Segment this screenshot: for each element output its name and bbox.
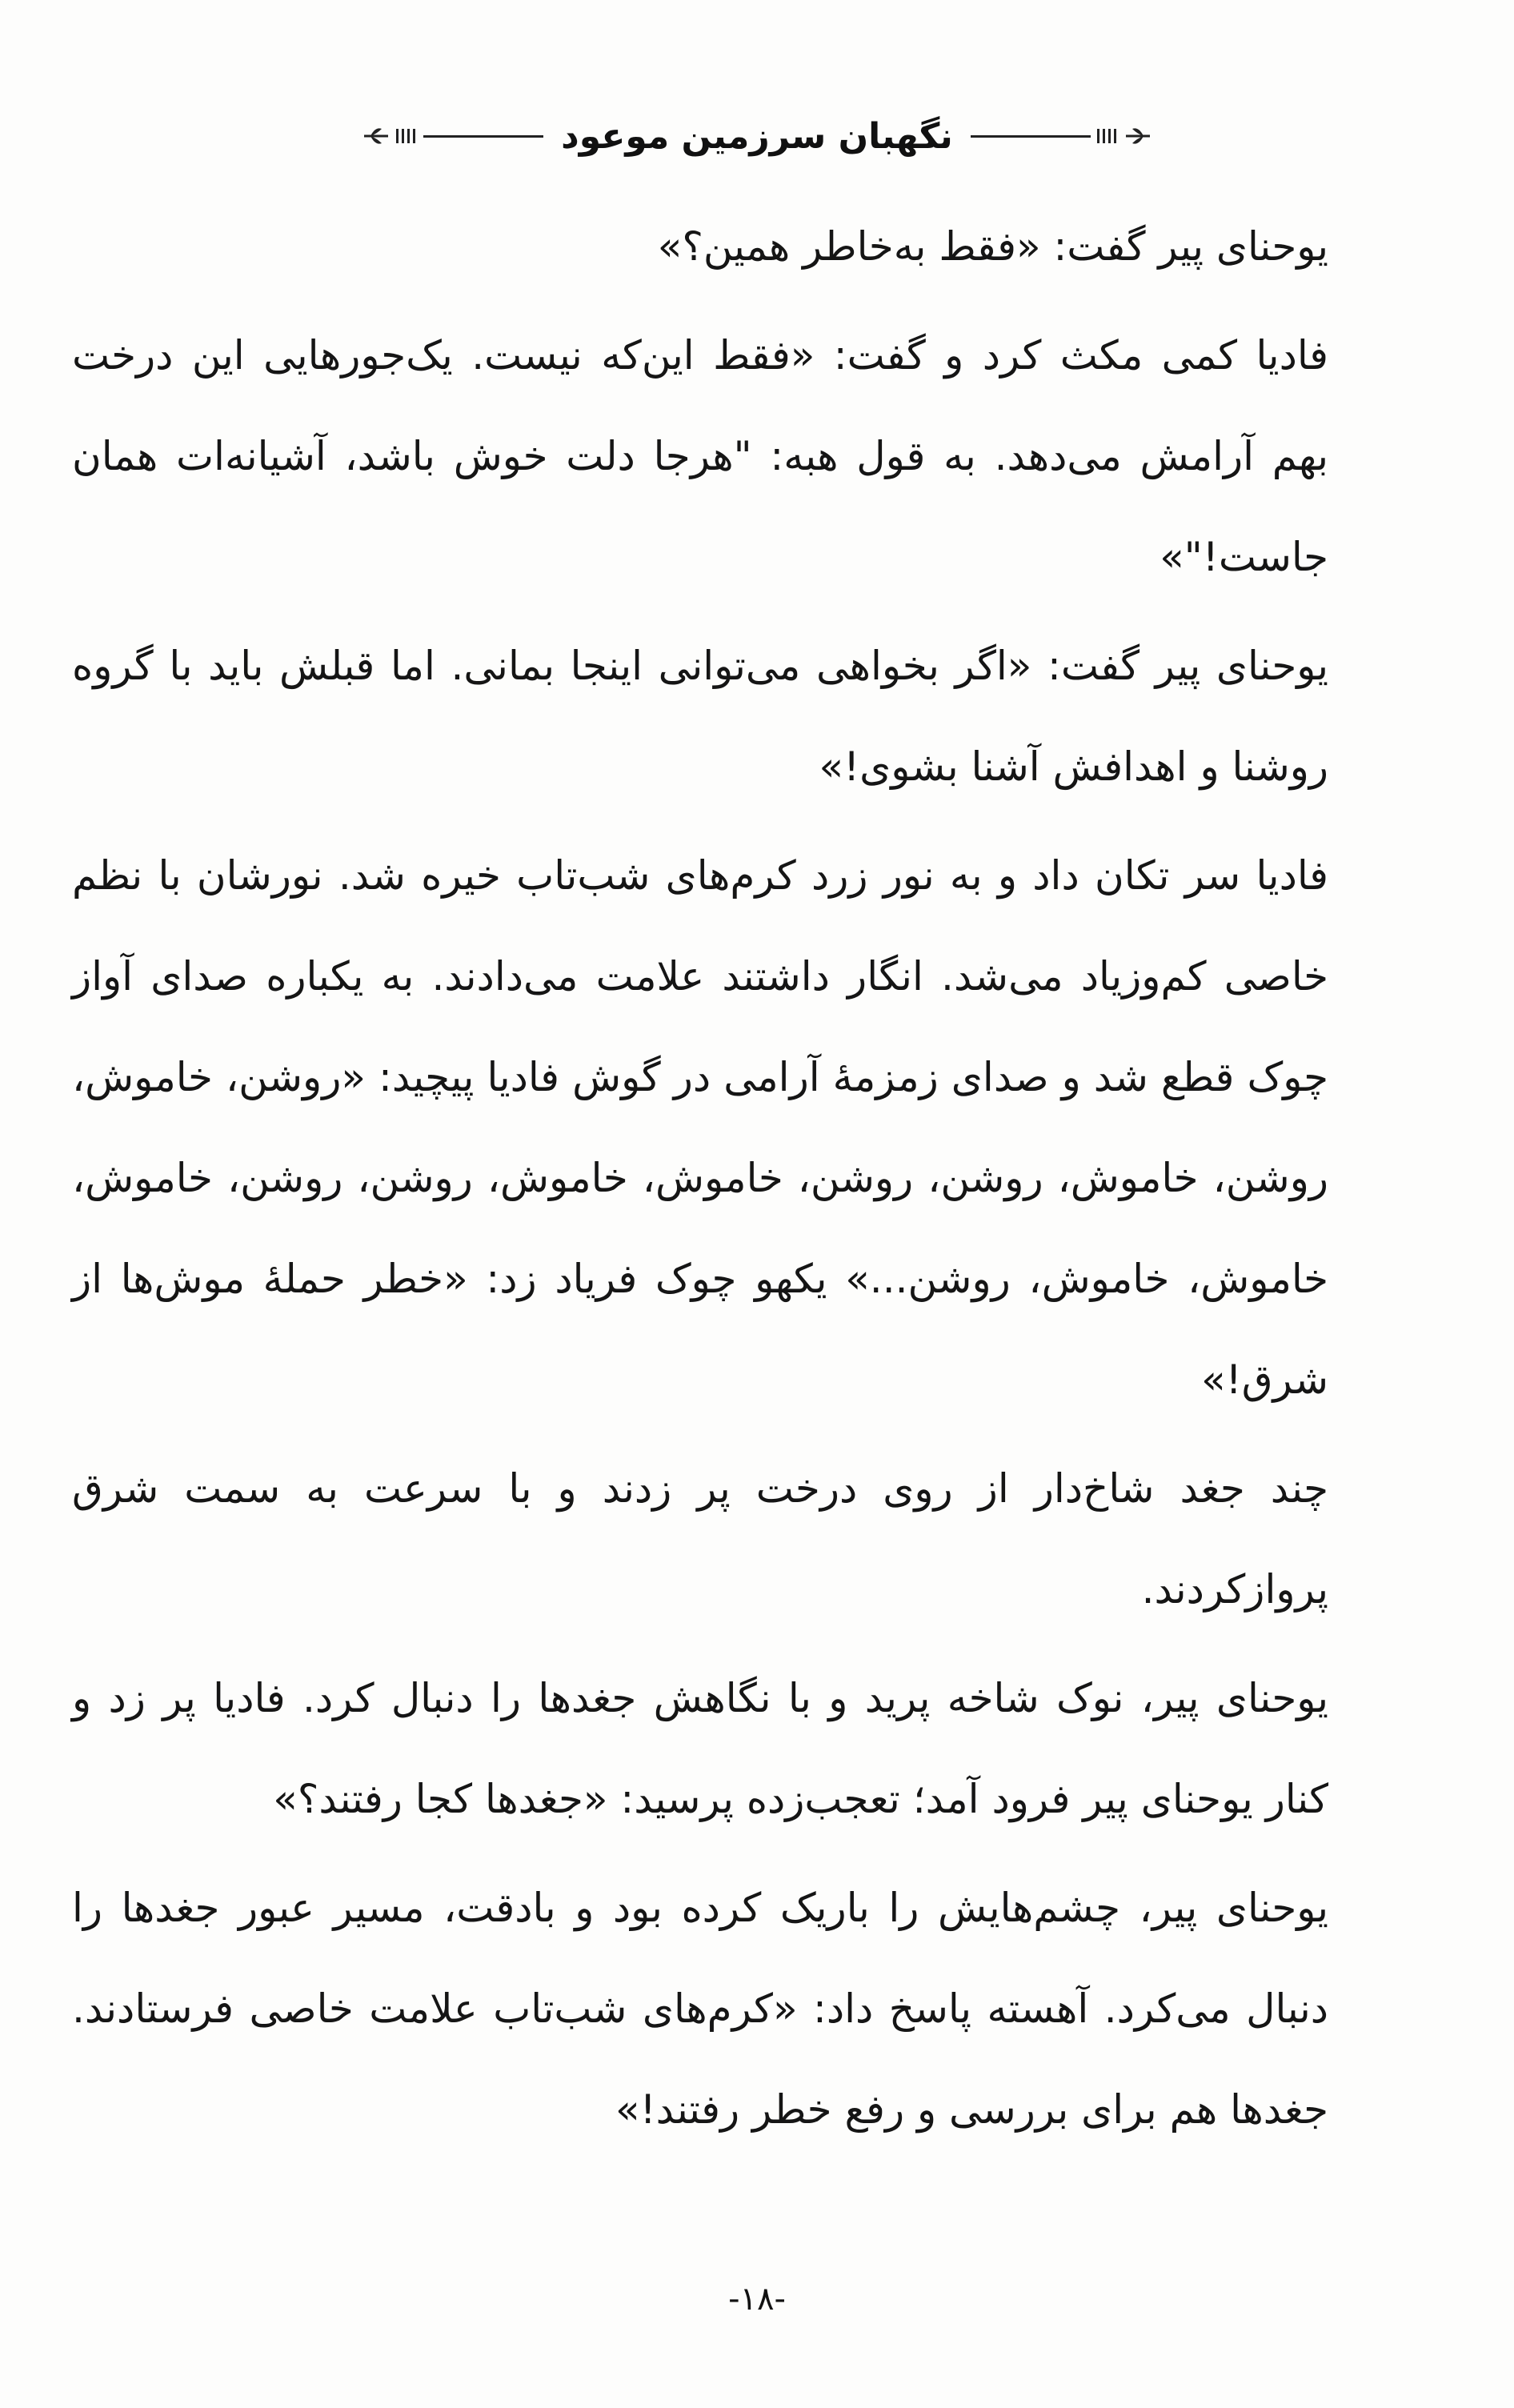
- paragraph-5: چند جغد شاخ‌دار از روی درخت پر زدند و با سرعت به سمت شرق پروازکردند.: [72, 1465, 1328, 1613]
- leaf-ornament-icon: [362, 124, 390, 148]
- running-head-title: نگهبان سرزمین موعود: [561, 115, 953, 157]
- paragraph-7: یوحنای پیر، چشم‌هایش را باریک کرده بود و بادقت، مسیر عبور جغدها را دنبال می‌کرد. آهسته پاسخ داد: «کرم‌های شب‌تاب علامت خاصی فرستادند. جغدها هم برای بررسی و رفع خطر رفتند!»: [72, 1885, 1328, 2133]
- header-rule-left: [423, 135, 543, 138]
- paragraph-4: فادیا سر تکان داد و به نور زرد کرم‌های شب‌تاب خیره شد. نورشان با نظم خاصی کم‌وزیاد می‌شد. انگار داشتند علامت می‌دادند. به یکباره صدای آواز چوک قطع شد و صدای زمزمهٔ آرامی در گوش فادیا پیچید: «روشن، خاموش، روشن، خاموش، روشن، روشن، خاموش، خاموش، روشن، روشن، خاموش، خاموش، خاموش، روشن...» یکهو چوک فریاد زد: «خطر حملهٔ موش‌ها از شرق!»: [72, 852, 1328, 1403]
- body-text: [72, 196, 1328, 2168]
- page-number: -۱۸-: [728, 2281, 786, 2318]
- paragraph-1: یوحنای پیر گفت: «فقط به‌خاطر همین؟»: [657, 223, 1328, 270]
- header-rule-right: [971, 135, 1091, 138]
- paragraph-3: یوحنای پیر گفت: «اگر بخواهی می‌توانی اینجا بمانی. اما قبلش باید با گروه روشنا و اهدافش آشنا بشوی!»: [72, 643, 1328, 790]
- header-ornament-left: [362, 124, 543, 148]
- running-header: [0, 104, 1514, 168]
- header-ticks-left: [396, 129, 417, 143]
- header-ornament-right: [971, 124, 1152, 148]
- leaf-ornament-icon: [1124, 124, 1152, 148]
- paragraph-6: یوحنای پیر، نوک شاخه پرید و با نگاهش جغدها را دنبال کرد. فادیا پر زد و کنار یوحنای پیر فرود آمد؛ تعجب‌زده پرسید: «جغدها کجا رفتند؟»: [72, 1675, 1328, 1822]
- paragraph-2: فادیا کمی مکث کرد و گفت: «فقط این‌که نیست. یک‌جورهایی این درخت بهم آرامش می‌دهد. به قول هبه: "هرجا دلت خوش باشد، آشیانه‌ات همان جاست!"»: [72, 332, 1328, 580]
- header-ticks-right: [1097, 129, 1118, 143]
